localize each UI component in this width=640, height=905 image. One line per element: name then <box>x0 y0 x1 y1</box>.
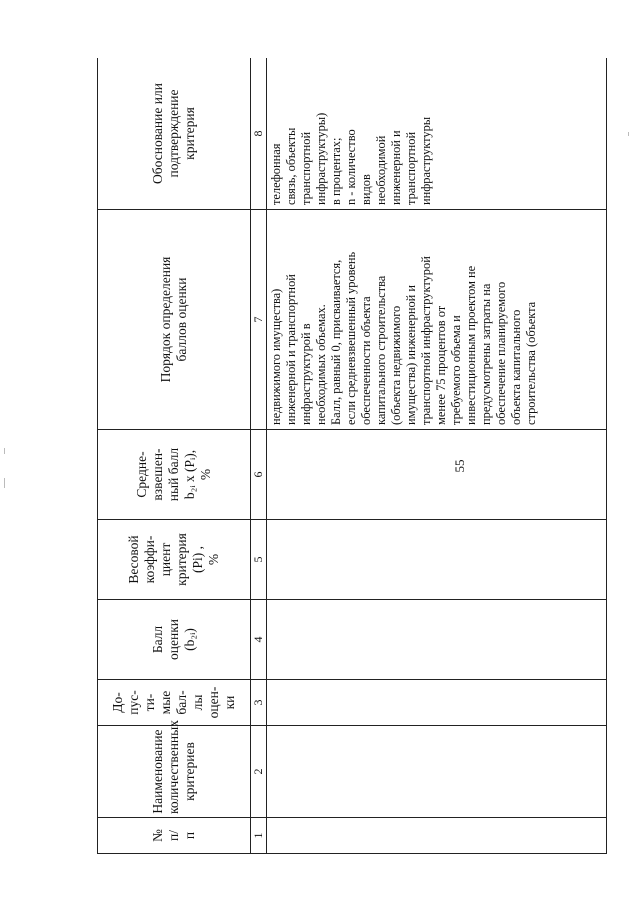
column-number: 3 <box>251 680 267 726</box>
rotated-table-frame <box>97 58 607 854</box>
justification-text: телефонная связь, объекты транспортной инфраструктуры) в процентах; n - количество видов необходимой инженерной и транспортной инфраструктуры <box>267 58 607 210</box>
header-cell-allowed-scores: До- пус- ти- мые бал- лы оцен- ки <box>98 680 251 726</box>
empty-cell <box>267 726 607 818</box>
column-number: 5 <box>251 520 267 600</box>
column-number: 2 <box>251 726 267 818</box>
header-cell-weighted-score: Средне- взвешен- ный балл b₂ᵢ х (Pᵢ), % <box>98 430 251 520</box>
column-number: 1 <box>251 818 267 854</box>
criteria-table <box>97 58 607 854</box>
column-number: 4 <box>251 600 267 680</box>
header-cell-criteria-name: Наименование количественных критериев <box>98 726 251 818</box>
column-number: 6 <box>251 430 267 520</box>
header-cell-score: Балл оценки (b₂ᵢ) <box>98 600 251 680</box>
page-number: 55 <box>452 459 467 473</box>
scan-edge-mark <box>4 448 5 454</box>
header-cell-weight: Весовой коэффи- циент критерия (Pi) , % <box>98 520 251 600</box>
header-cell-number: № п/ п <box>98 818 251 854</box>
empty-cell <box>267 520 607 600</box>
table-row <box>267 58 607 854</box>
header-cell-justification: Обоснование или подтверждение критерия <box>98 58 251 210</box>
column-number: 8 <box>251 58 267 210</box>
scan-edge-mark <box>628 132 629 136</box>
empty-cell <box>267 818 607 854</box>
rotated-table <box>97 58 607 854</box>
column-number-row <box>251 58 267 854</box>
header-cell-scoring-procedure: Порядок определения баллов оценки <box>98 210 251 430</box>
header-row <box>98 58 251 854</box>
column-number: 7 <box>251 210 267 430</box>
empty-cell <box>267 600 607 680</box>
scan-edge-mark <box>4 478 5 488</box>
empty-cell <box>267 430 607 520</box>
scoring-procedure-text: недвижимого имущества) инженерной и транспортной инфраструктурой в необходимых объемах. Балл, равный 0, присваивается, если средневзвешенный уровень обеспеченности объекта капитального строительства (объекта недвижимого имущества) инженерной и транспортной инфраструктурой менее 75 процентов от требуемого объема и инвестиционным проектом не предусмотрены затраты на обеспечение планируемого объекта капитального строительства (объекта <box>267 210 607 430</box>
empty-cell <box>267 680 607 726</box>
